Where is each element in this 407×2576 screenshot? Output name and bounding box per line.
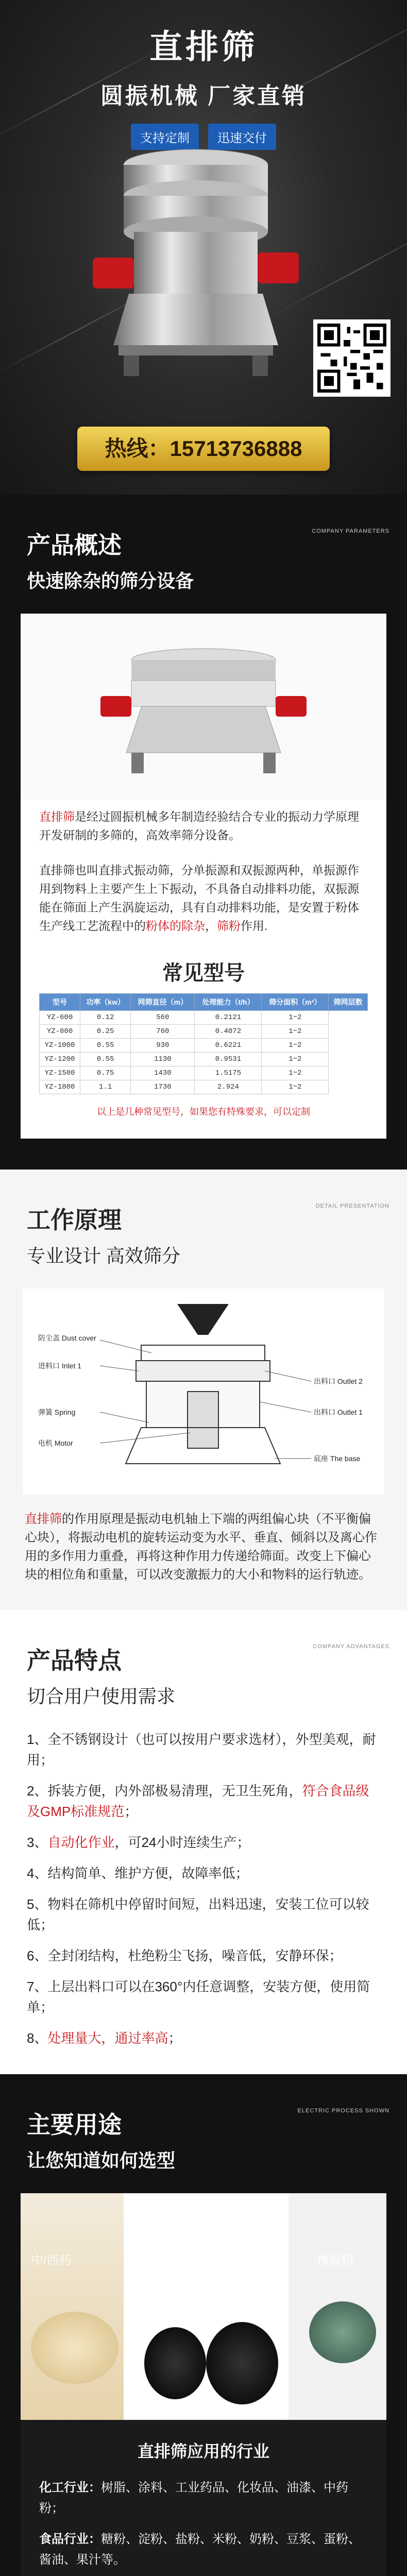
spec-header-cell: 网筛直径（m） (131, 994, 195, 1011)
spec-cell: 0.6221 (195, 1039, 262, 1053)
spec-cell: 1~2 (262, 1025, 329, 1039)
hero-banner (0, 0, 407, 495)
label-outlet-1: 出料口 Outlet 1 (314, 1408, 363, 1416)
product-photo-image (95, 629, 312, 784)
principle-title: 工作原理 (27, 1207, 122, 1233)
overview-card (21, 614, 386, 1139)
features-tag: COMPANY ADVANTAGES (313, 1643, 389, 1650)
spec-cell: 1~2 (262, 1066, 329, 1080)
overview-section (0, 495, 407, 1170)
label-spring: 弹簧 Spring (38, 1408, 76, 1416)
features-title: 产品特点 (27, 1647, 122, 1674)
spec-row (40, 1066, 368, 1080)
features-subtitle: 切合用户使用需求 (27, 1686, 176, 1707)
spec-row (40, 1039, 368, 1053)
spec-header-cell: 筛网层数 (329, 994, 368, 1011)
spec-cell: YZ-1200 (40, 1053, 80, 1066)
spec-cell: 0.55 (80, 1039, 131, 1053)
label-outlet-2: 出料口 Outlet 2 (314, 1377, 363, 1385)
industry-list (21, 2472, 386, 2576)
industry-panel (21, 2420, 386, 2576)
feature-item: 4、结构简单、维护方便，故障率低； (27, 1866, 249, 1881)
uses-section (0, 2074, 407, 2576)
spec-cell: 1.5175 (195, 1066, 262, 1080)
feature-item: 1、全不锈钢设计（也可以按用户要求选材），外型美观，耐用； (27, 1732, 376, 1768)
industry-item: 食品行业：糖粉、淀粉、盐粉、米粉、奶粉、豆浆、蛋粉、酱油、果汁等。 (39, 2532, 361, 2567)
spec-cell: YZ-800 (40, 1025, 80, 1039)
spec-cell: 560 (131, 1011, 195, 1025)
spec-row (40, 1025, 368, 1039)
label-inlet: 进料口 Inlet 1 (38, 1362, 82, 1370)
spec-cell: 1~2 (262, 1039, 329, 1053)
spec-cell: 760 (131, 1025, 195, 1039)
features-section (0, 1610, 407, 2074)
overview-para-1: 直排筛是经过圆振机械多年制造经验结合专业的振动力学原理开发研制的多筛的，高效率筛分设备。 (39, 810, 359, 842)
spec-cell: YZ-1000 (40, 1039, 80, 1053)
spec-cell: 0.9531 (195, 1053, 262, 1066)
principle-section (0, 1170, 407, 1610)
feature-item: 5、物料在筛机中停留时间短，出料迅速，安装工位可以较低； (27, 1896, 369, 1933)
spec-cell: 1430 (131, 1066, 195, 1080)
principle-subtitle: 专业设计 高效筛分 (27, 1245, 181, 1266)
spec-cell: 0.2121 (195, 1011, 262, 1025)
spec-cell: 1~2 (262, 1080, 329, 1094)
label-motor: 电机 Motor (38, 1439, 73, 1447)
spec-cell: YZ-600 (40, 1011, 80, 1025)
spec-cell: 0.25 (80, 1025, 131, 1039)
principle-para: 直排筛的作用原理是振动电机轴上下端的两组偏心块（不平衡偏心块），将振动电机的旋转运动变为水平、垂直、倾斜以及离心作用的多作用力重叠，再将这种作用力传递给筛面。改变上下偏心块的相位角和重量，可以改变激振力的大小和物料的运行轨迹。 (25, 1512, 377, 1582)
spec-cell: 1~2 (262, 1011, 329, 1025)
uses-title: 主要用途 (27, 2111, 122, 2138)
label-dust-cover: 防尘盖 Dust cover (38, 1334, 96, 1342)
spec-cell: 0.4072 (195, 1025, 262, 1039)
feature-item: 2、拆装方便，内外部极易清理，无卫生死角，符合食品级及GMP标准规范； (27, 1783, 369, 1819)
spec-cell: 2.924 (195, 1080, 262, 1094)
spec-header-cell: 筛分面积（m²） (262, 994, 329, 1011)
industry-item: 化工行业：树脂、涂料、工业药品、化妆品、油漆、中药粉； (39, 2481, 348, 2515)
principle-diagram (23, 1289, 384, 1495)
spec-header-cell: 功率（kw） (80, 994, 131, 1011)
principle-tag: DETAIL PRESENTATION (315, 1203, 389, 1209)
specs-title: 常见型号 (162, 962, 245, 985)
spec-header-cell: 处理能力（t/h） (195, 994, 262, 1011)
pill-custom: 支持定制 (131, 124, 199, 150)
overview-subtitle: 快速除杂的筛分设备 (27, 570, 194, 591)
spec-cell: 0.12 (80, 1011, 131, 1025)
feature-item: 7、上层出料口可以在360°内任意调整，安装方便，使用简单； (27, 1979, 370, 2015)
overview-title: 产品概述 (27, 532, 122, 558)
spec-row (40, 1053, 368, 1066)
hero-title: 直排筛 (149, 28, 258, 65)
spec-cell: 1730 (131, 1080, 195, 1094)
feature-item: 3、自动化作业，可24小时连续生产； (27, 1835, 250, 1850)
features-list (0, 1708, 407, 2054)
spec-cell: 0.75 (80, 1066, 131, 1080)
spec-cell: YZ-1500 (40, 1066, 80, 1080)
material-chinese-medicine: 中/西药 (31, 2253, 72, 2267)
materials-image (21, 2193, 386, 2420)
sieve-machine-image (82, 129, 309, 397)
pill-delivery: 迅速交付 (208, 124, 276, 150)
qr-code[interactable] (313, 319, 391, 397)
specs-note: 以上是几种常见型号，如果您有特殊要求，可以定制 (97, 1107, 310, 1117)
feature-item: 8、处理量大，通过率高； (27, 2030, 182, 2046)
spec-header-cell: 型号 (40, 994, 80, 1011)
uses-subtitle: 让您知道如何选型 (27, 2150, 176, 2171)
material-rubber: 橡胶粉 (317, 2253, 354, 2267)
label-base: 底座 The base (314, 1454, 361, 1463)
uses-tag: ELECTRIC PROCESS SHOWN (297, 2108, 389, 2114)
overview-para-2: 直排筛也叫直排式振动筛，分单振源和双振源两种，单振源作用到物料上主要产生上下振动，不具备自动排料功能，双振源能在筛面上产生涡旋运动，具有自动排料功能，是安置于粉体生产线工艺流程中的粉体的除杂，筛粉作用. (39, 863, 359, 933)
spec-cell: 1130 (131, 1053, 195, 1066)
spec-row (40, 1080, 368, 1094)
spec-cell: YZ-1800 (40, 1080, 80, 1094)
hero-subtitle: 圆振机械 厂家直销 (100, 83, 307, 109)
hotline-button[interactable]: 热线：15713736888 (77, 427, 330, 471)
spec-cell: 1~2 (262, 1053, 329, 1066)
overview-tag: COMPANY PARAMETERS (312, 528, 389, 534)
industry-title: 直排筛应用的行业 (137, 2442, 269, 2461)
material-list: 磷酸铁锂 锰酸锂 钴酸锂 (170, 2207, 232, 2274)
specs-table (39, 993, 368, 1094)
spec-row (40, 1011, 368, 1025)
spec-cell: 1.1 (80, 1080, 131, 1094)
feature-item: 6、全封闭结构，杜绝粉尘飞扬，噪音低，安静环保； (27, 1948, 343, 1963)
spec-cell: 0.55 (80, 1053, 131, 1066)
spec-cell: 930 (131, 1039, 195, 1053)
product-photo (21, 614, 386, 799)
